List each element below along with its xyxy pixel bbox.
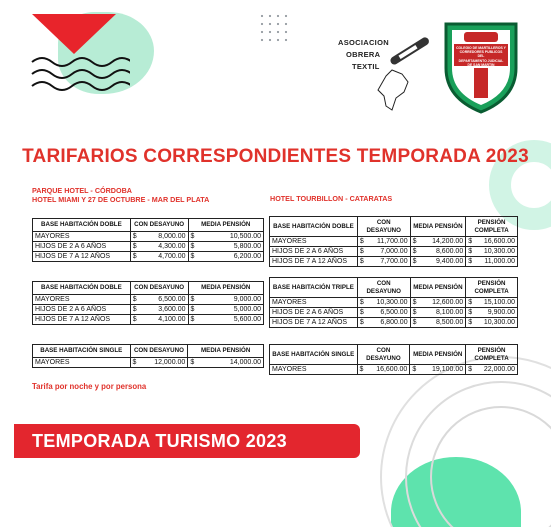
price-cell: $ 6,800.00	[357, 318, 410, 328]
column-header: BASE HABITACIÓN DOBLE	[270, 217, 358, 237]
price-cell: $ 9,900.00	[466, 308, 518, 318]
row-label: MAYORES	[33, 231, 131, 241]
price-cell: $ 8,100.00	[410, 308, 466, 318]
column-header: MEDIA PENSIÓN	[410, 345, 466, 365]
column-header: PENSIÓN COMPLETA	[466, 278, 518, 298]
column-header: CON DESAYUNO	[130, 219, 188, 232]
column-header: CON DESAYUNO	[357, 345, 410, 365]
price-cell: $ 4,700.00	[130, 251, 188, 261]
price-cell: $ 6,500.00	[130, 294, 188, 304]
tariff-table-left-single	[32, 344, 264, 368]
table-row	[33, 251, 264, 261]
column-header: BASE HABITACIÓN SINGLE	[33, 345, 131, 358]
column-header: PENSIÓN COMPLETA	[466, 345, 518, 365]
column-header: MEDIA PENSIÓN	[188, 219, 264, 232]
table-row	[270, 318, 518, 328]
row-label: HIJOS DE 2 A 6 AÑOS	[33, 304, 131, 314]
red-triangle-decoration	[32, 14, 116, 54]
aot-logo-line-1: ASOCIACION	[338, 38, 389, 47]
right-hotel-heading: HOTEL TOURBILLON - CATARATAS	[270, 194, 393, 203]
table-header-row	[33, 219, 264, 232]
price-cell: $ 8,500.00	[410, 318, 466, 328]
left-hotels-heading	[32, 186, 209, 204]
price-cell: $ 12,600.00	[410, 298, 466, 308]
row-label: HIJOS DE 7 A 12 AÑOS	[270, 257, 358, 267]
price-cell: $ 10,300.00	[357, 298, 410, 308]
price-cell: $ 7,000.00	[357, 247, 410, 257]
price-cell: $ 19,100.00	[410, 365, 466, 375]
row-label: MAYORES	[33, 357, 131, 367]
price-cell: $ 12,000.00	[130, 357, 188, 367]
column-header: PENSIÓN COMPLETA	[466, 217, 518, 237]
row-label: HIJOS DE 7 A 12 AÑOS	[270, 318, 358, 328]
price-cell: $ 14,200.00	[410, 237, 466, 247]
price-cell: $ 4,300.00	[130, 241, 188, 251]
table-row	[270, 365, 518, 375]
row-label: MAYORES	[33, 294, 131, 304]
dot-grid-decoration	[258, 12, 288, 44]
table-row	[33, 241, 264, 251]
price-cell: $ 14,000.00	[188, 357, 264, 367]
tariff-table-left-doble-2	[32, 281, 264, 325]
column-header: MEDIA PENSIÓN	[410, 217, 466, 237]
price-cell: $ 16,600.00	[357, 365, 410, 375]
price-cell: $ 3,600.00	[130, 304, 188, 314]
table-row	[33, 294, 264, 304]
table-row	[270, 247, 518, 257]
left-heading-line-2: HOTEL MIAMI Y 27 DE OCTUBRE - MAR DEL PLATA	[32, 195, 210, 204]
price-cell: $ 6,500.00	[357, 308, 410, 318]
row-label: MAYORES	[270, 237, 358, 247]
row-label: MAYORES	[270, 298, 358, 308]
row-label: HIJOS DE 7 A 12 AÑOS	[33, 251, 131, 261]
table-row	[270, 308, 518, 318]
price-cell: $ 5,800.00	[188, 241, 264, 251]
colegio-seal-logo	[440, 20, 522, 116]
table-row	[33, 357, 264, 367]
row-label: HIJOS DE 7 A 12 AÑOS	[33, 314, 131, 324]
table-row	[270, 298, 518, 308]
map-shuttle-icon	[328, 28, 434, 114]
price-cell: $ 8,600.00	[410, 247, 466, 257]
price-cell: $ 9,400.00	[410, 257, 466, 267]
price-cell: $ 4,100.00	[130, 314, 188, 324]
table-header-row	[270, 217, 518, 237]
price-cell: $ 11,000.00	[466, 257, 518, 267]
column-header: MEDIA PENSIÓN	[188, 345, 264, 358]
tariff-table-left-doble	[32, 218, 264, 262]
aot-logo	[328, 28, 434, 114]
table-row	[270, 237, 518, 247]
column-header: CON DESAYUNO	[130, 345, 188, 358]
column-header: CON DESAYUNO	[357, 217, 410, 237]
table-header-row	[33, 282, 264, 295]
price-cell: $ 5,600.00	[188, 314, 263, 324]
price-cell: $ 5,000.00	[188, 304, 263, 314]
column-header: BASE HABITACIÓN DOBLE	[33, 282, 131, 295]
column-header: BASE HABITACIÓN DOBLE	[33, 219, 131, 232]
price-cell: $ 9,000.00	[188, 294, 263, 304]
column-header: BASE HABITACIÓN TRIPLE	[270, 278, 358, 298]
table-row	[33, 231, 264, 241]
tariff-table-right-triple	[269, 277, 518, 328]
column-header: MEDIA PENSIÓN	[188, 282, 263, 295]
season-banner	[14, 424, 360, 458]
table-row	[33, 304, 264, 314]
tariff-note: Tarifa por noche y por persona	[32, 382, 147, 391]
price-cell: $ 16,600.00	[466, 237, 518, 247]
row-label: MAYORES	[270, 365, 358, 375]
price-cell: $ 10,500.00	[188, 231, 264, 241]
table-header-row	[270, 278, 518, 298]
aot-logo-line-3: TEXTIL	[352, 62, 380, 71]
table-row	[270, 257, 518, 267]
price-cell: $ 6,200.00	[188, 251, 264, 261]
table-header-row	[270, 345, 518, 365]
price-cell: $ 22,000.00	[466, 365, 518, 375]
column-header: BASE HABITACIÓN SINGLE	[270, 345, 358, 365]
left-heading-line-1: PARQUE HOTEL - CÓRDOBA	[32, 186, 132, 195]
seal-text: COLEGIO DE MARTILLEROS Y CORREDORES PUBLICOS DEL DEPARTAMENTO JUDICIAL DE SAN MARTIN	[456, 46, 506, 67]
row-label: HIJOS DE 2 A 6 AÑOS	[270, 308, 358, 318]
price-cell: $ 11,700.00	[357, 237, 410, 247]
table-row	[33, 314, 264, 324]
price-cell: $ 15,100.00	[466, 298, 518, 308]
seal-shield-icon	[440, 20, 522, 116]
price-cell: $ 10,300.00	[466, 318, 518, 328]
column-header: CON DESAYUNO	[130, 282, 188, 295]
price-cell: $ 10,300.00	[466, 247, 518, 257]
column-header: MEDIA PENSIÓN	[410, 278, 466, 298]
price-cell: $ 8,000.00	[130, 231, 188, 241]
price-cell: $ 7,700.00	[357, 257, 410, 267]
banner-text: TEMPORADA TURISMO 2023	[32, 430, 287, 451]
row-label: HIJOS DE 2 A 6 AÑOS	[33, 241, 131, 251]
wave-lines-decoration	[30, 50, 130, 94]
aot-logo-line-2: OBRERA	[346, 50, 381, 59]
page-title: TARIFARIOS CORRESPONDIENTES TEMPORADA 2023	[22, 146, 529, 167]
tariff-table-right-single	[269, 344, 518, 375]
table-header-row	[33, 345, 264, 358]
row-label: HIJOS DE 2 A 6 AÑOS	[270, 247, 358, 257]
tariff-table-right-doble	[269, 216, 518, 267]
column-header: CON DESAYUNO	[357, 278, 410, 298]
